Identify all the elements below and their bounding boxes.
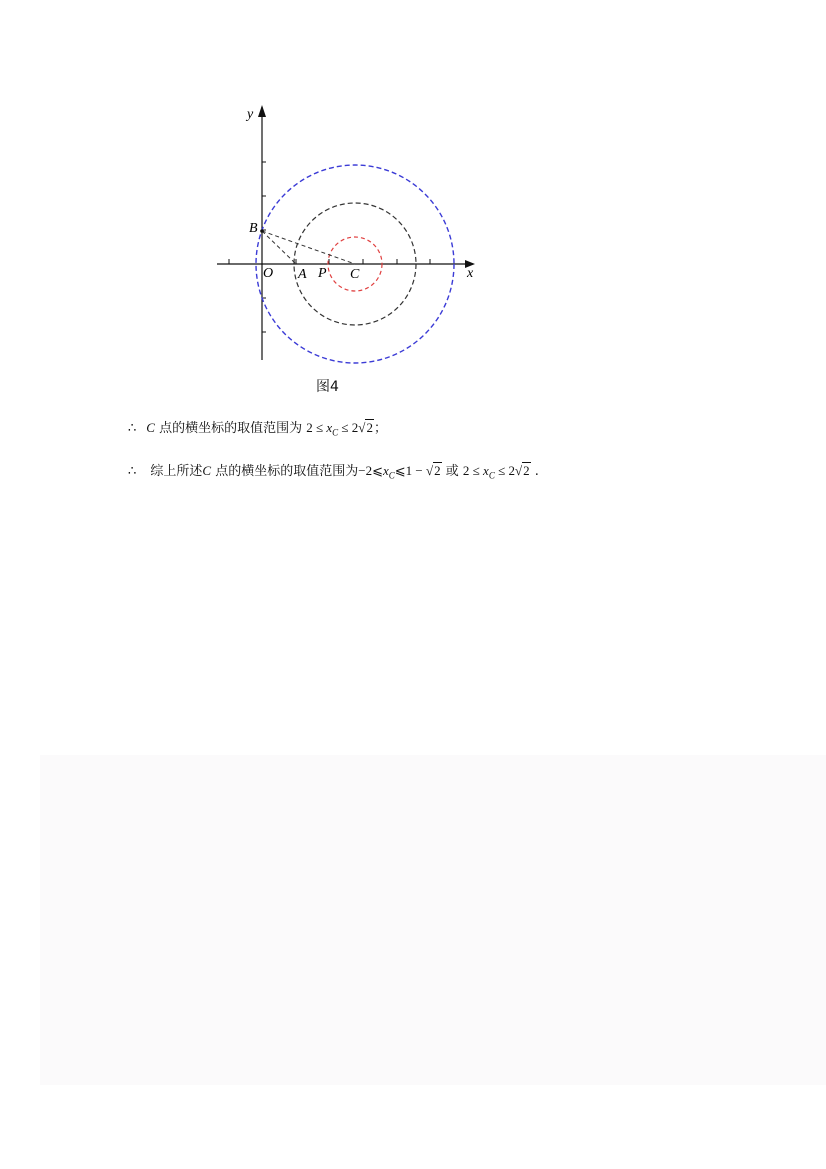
point-c: C — [202, 463, 212, 478]
leq-symbol: ≤ — [312, 420, 327, 435]
x-axis-label: x — [467, 266, 474, 281]
line-end: ； — [373, 421, 387, 436]
upper-bound: ≤ 2 — [338, 420, 359, 435]
label-b: B — [249, 221, 258, 236]
variable-x: x — [483, 463, 489, 478]
line-end: . — [530, 464, 539, 479]
lower-bound-1: −2⩽ — [358, 463, 383, 478]
upper-bound-2: ≤ 2 — [494, 463, 515, 478]
sqrt-argument: 2 — [523, 463, 530, 478]
figure-caption: 图4 — [316, 379, 339, 395]
conclusion-line-1: ∴ C 点的横坐标的取值范围为 $2 \le x_C \le 2√2$； — [128, 420, 387, 438]
y-axis-arrow — [258, 105, 266, 117]
variable-x: x — [382, 463, 389, 478]
blank-panel — [40, 755, 826, 1085]
conclusion-line-2: ∴ 综上所述C 点的横坐标的取值范围为$-2⩽x_C⩽1 - √2$ 或 $2 \le x_C \le 2√2$ . — [128, 463, 539, 481]
upper-bound-1: ⩽1 − — [394, 463, 426, 478]
label-o: O — [263, 266, 274, 281]
label-p: P — [318, 266, 327, 281]
segment-ba — [262, 231, 296, 264]
label-c: C — [350, 267, 360, 282]
geometry-figure — [205, 95, 495, 375]
sqrt-argument: 2 — [434, 463, 441, 478]
therefore-symbol: ∴ — [128, 421, 137, 436]
subscript-c: C — [332, 427, 339, 438]
sqrt-argument: 2 — [366, 420, 373, 435]
segment-bc — [262, 231, 355, 264]
lower-bound-2: 2 ≤ — [462, 463, 484, 478]
variable-x: x — [326, 420, 333, 435]
point-b — [260, 229, 264, 233]
range-text: 点的横坐标的取值范围为 — [154, 421, 307, 436]
label-a: A — [298, 267, 307, 282]
or-word: 或 — [441, 464, 463, 479]
subscript-c: C — [488, 470, 495, 481]
lower-bound: 2 — [306, 420, 313, 435]
y-axis-label: y — [247, 107, 254, 122]
therefore-symbol: ∴ — [128, 464, 137, 479]
subscript-c: C — [388, 470, 395, 481]
summary-text: 综上所述 — [146, 464, 203, 479]
x-ticks — [229, 259, 430, 264]
range-text: 点的横坐标的取值范围为 — [211, 464, 359, 479]
point-c: C — [146, 420, 155, 435]
